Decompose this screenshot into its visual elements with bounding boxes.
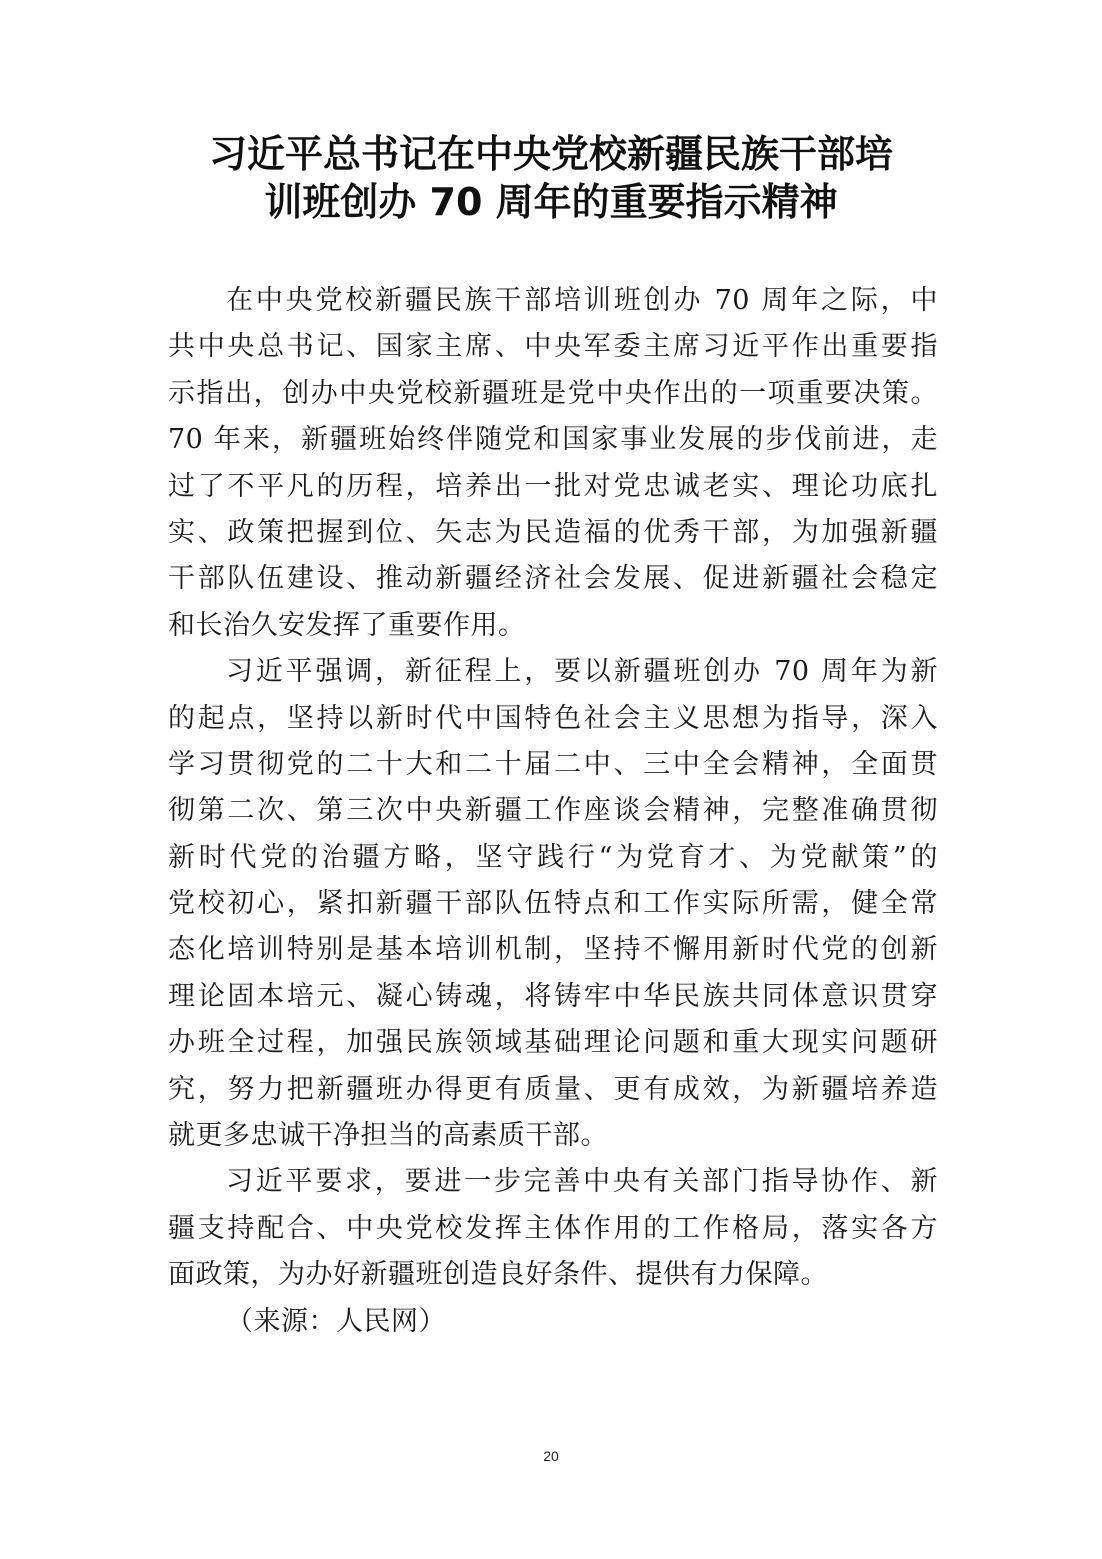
- text-line: 就更多忠诚干净担当的高素质干部。: [168, 1120, 608, 1152]
- text-line: 习近平强调，新征程上，要以新疆班创办 70 周年为新: [226, 656, 938, 688]
- text-line: 学习贯彻党的二十大和二十届二中、三中全会精神，全面贯: [168, 748, 938, 780]
- text-line: 习近平要求，要进一步完善中央有关部门指导协作、新: [226, 1166, 938, 1198]
- text-line: 共中央总书记、国家主席、中央军委主席习近平作出重要指: [168, 331, 938, 363]
- text-line: 实、政策把握到位、矢志为民造福的优秀干部，为加强新疆: [168, 516, 938, 548]
- text-line: 过了不平凡的历程，培养出一批对党忠诚老实、理论功底扎: [168, 470, 938, 502]
- title-line: 习近平总书记在中央党校新疆民族干部培: [208, 132, 893, 176]
- text-line: 面政策，为办好新疆班创造良好条件、提供有力保障。: [168, 1259, 828, 1291]
- source-note: （来源：人民网）: [226, 1305, 446, 1337]
- text-line: 态化培训特别是基本培训机制，坚持不懈用新时代党的创新: [168, 934, 938, 966]
- text-line: 新时代党的治疆方略，坚守践行“为党育才、为党献策”的: [168, 841, 938, 873]
- document-body: [168, 278, 938, 1345]
- text-line: 和长治久安发挥了重要作用。: [168, 609, 526, 641]
- page-number: 20: [543, 1448, 559, 1464]
- paragraph: [168, 649, 938, 1159]
- text-line: 70 年来，新疆班始终伴随党和国家事业发展的步伐前进，走: [168, 424, 938, 456]
- text-line: 在中央党校新疆民族干部培训班创办 70 周年之际，中: [226, 285, 938, 316]
- document-title: [130, 130, 972, 226]
- text-line: 的起点，坚持以新时代中国特色社会主义思想为指导，深入: [168, 702, 938, 734]
- text-line: 究，努力把新疆班办得更有质量、更有成效，为新疆培养造: [168, 1073, 938, 1105]
- text-line: 理论固本培元、凝心铸魂，将铸牢中华民族共同体意识贯穿: [168, 980, 938, 1012]
- paragraph: [168, 278, 938, 649]
- text-line: 彻第二次、第三次中央新疆工作座谈会精神，完整准确贯彻: [168, 795, 938, 827]
- text-line: 党校初心，紧扣新疆干部队伍特点和工作实际所需，健全常: [168, 888, 938, 920]
- paragraph: [168, 1159, 938, 1298]
- text-line: 疆支持配合、中央党校发挥主体作用的工作格局，落实各方: [168, 1212, 938, 1244]
- text-line: 办班全过程，加强民族领域基础理论问题和重大现实问题研: [168, 1027, 938, 1059]
- text-line: 示指出，创办中央党校新疆班是党中央作出的一项重要决策。: [168, 377, 938, 409]
- title-line: 训班创办 70 周年的重要指示精神: [264, 180, 838, 224]
- text-line: 干部队伍建设、推动新疆经济社会发展、促进新疆社会稳定: [168, 563, 938, 595]
